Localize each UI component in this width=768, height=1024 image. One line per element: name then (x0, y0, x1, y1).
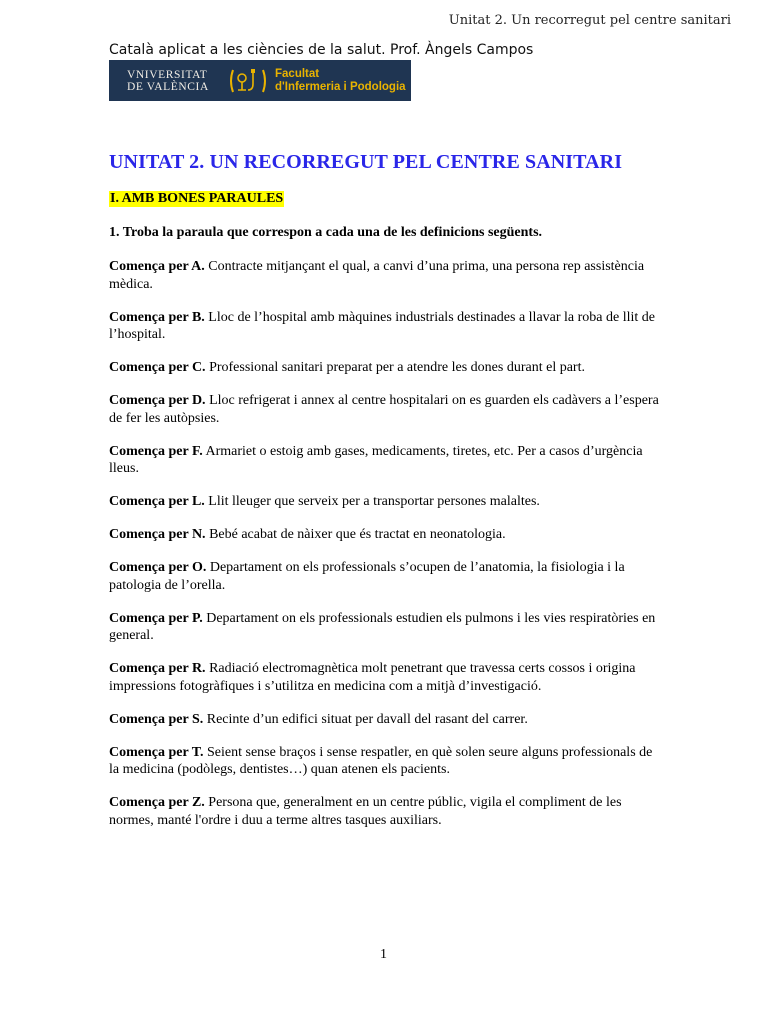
definition-text: Professional sanitari preparat per a atendre les dones durant el part. (209, 360, 585, 375)
definition-item (109, 309, 661, 344)
definition-item (109, 794, 661, 829)
definition-item (109, 744, 661, 779)
definition-label: Comença per S. (109, 711, 204, 727)
definitions-list (109, 258, 661, 845)
definition-item (109, 392, 661, 427)
course-line: Català aplicat a les ciències de la salut. Prof. Àngels Campos (109, 42, 534, 58)
definition-item (109, 493, 661, 511)
exercise-prompt: 1. Troba la paraula que correspon a cada una de les definicions següents. (109, 225, 543, 240)
definition-label: Comença per D. (109, 393, 206, 408)
faculty-logo (109, 60, 411, 101)
definition-item (109, 559, 661, 594)
university-line-1: VNIVERSITAT (127, 68, 208, 81)
definition-item (109, 359, 661, 377)
definition-text: Llit lleuger que serveix per a transportar persones malaltes. (208, 494, 540, 509)
faculty-line-2: d'Infermeria i Podologia (275, 80, 406, 93)
definition-label: Comença per T. (109, 744, 204, 760)
university-name (127, 69, 219, 93)
definition-label: Comença per P. (109, 610, 203, 626)
faculty-name (275, 68, 406, 94)
definition-text: Bebé acabat de nàixer que és tractat en neonatologia. (209, 527, 506, 542)
definition-item (109, 660, 661, 695)
definition-item (109, 711, 661, 729)
definition-text: Lloc refrigerat i annex al centre hospitalari on es guarden els cadàvers a l’espera de fer les autòpsies. (109, 393, 659, 426)
definition-label: Comença per Z. (109, 795, 205, 810)
definition-label: Comença per F. (109, 443, 203, 459)
unit-title: UNITAT 2. UN RECORREGUT PEL CENTRE SANITARI (109, 151, 623, 173)
definition-item (109, 443, 661, 478)
definition-text: Departament on els professionals estudien els pulmons i les vies respiratòries en general. (109, 610, 656, 643)
definition-text: Recinte d’un edifici situat per davall del rasant del carrer. (206, 711, 528, 727)
page-number: 1 (380, 947, 387, 962)
definition-item (109, 526, 661, 544)
definition-label: Comença per N. (109, 527, 206, 542)
definition-text: Lloc de l’hospital amb màquines industrials destinades a llavar la roba de llit de l’hospital. (109, 309, 656, 342)
definition-text: Persona que, generalment en un centre públic, vigila el compliment de les normes, manté l'ordre i duu a terme altres tasques auxiliars. (109, 795, 622, 828)
definition-text: Contracte mitjançant el qual, a canvi d’una prima, una persona rep assistència mèdica. (109, 259, 645, 292)
section-title: I. AMB BONES PARAULES (110, 191, 284, 206)
definition-item (109, 610, 661, 645)
running-header: Unitat 2. Un recorregut pel centre sanitari (448, 13, 731, 28)
definition-text: Armariet o estoig amb gases, medicaments, tiretes, etc. Per a casos d’urgència lleus. (109, 443, 643, 476)
definition-label: Comença per O. (109, 560, 207, 575)
definition-label: Comença per L. (109, 494, 205, 509)
definition-label: Comença per A. (109, 259, 205, 274)
definition-label: Comença per C. (109, 360, 206, 375)
university-line-2: DE VALÈNCIA (127, 80, 209, 93)
definition-label: Comença per B. (109, 309, 205, 325)
definition-text: Radiació electromagnètica molt penetrant que travessa certs cossos i origina impressions fotogràfiques i s’utilitza en medicina com a mitjà d’investigació. (109, 661, 636, 694)
definition-label: Comença per R. (109, 661, 206, 676)
definition-text: Departament on els professionals s’ocupen de l’anatomia, la fisiologia i la patologia de l’orella. (109, 560, 625, 593)
definition-text: Seient sense braços i sense respatler, en què solen seure alguns professionals de la medicina (podòlegs, dentistes…) quan atenen els pacients. (109, 744, 653, 777)
definition-item (109, 258, 661, 293)
faculty-line-1: Facultat (275, 67, 320, 80)
faculty-emblem-icon (227, 64, 269, 98)
